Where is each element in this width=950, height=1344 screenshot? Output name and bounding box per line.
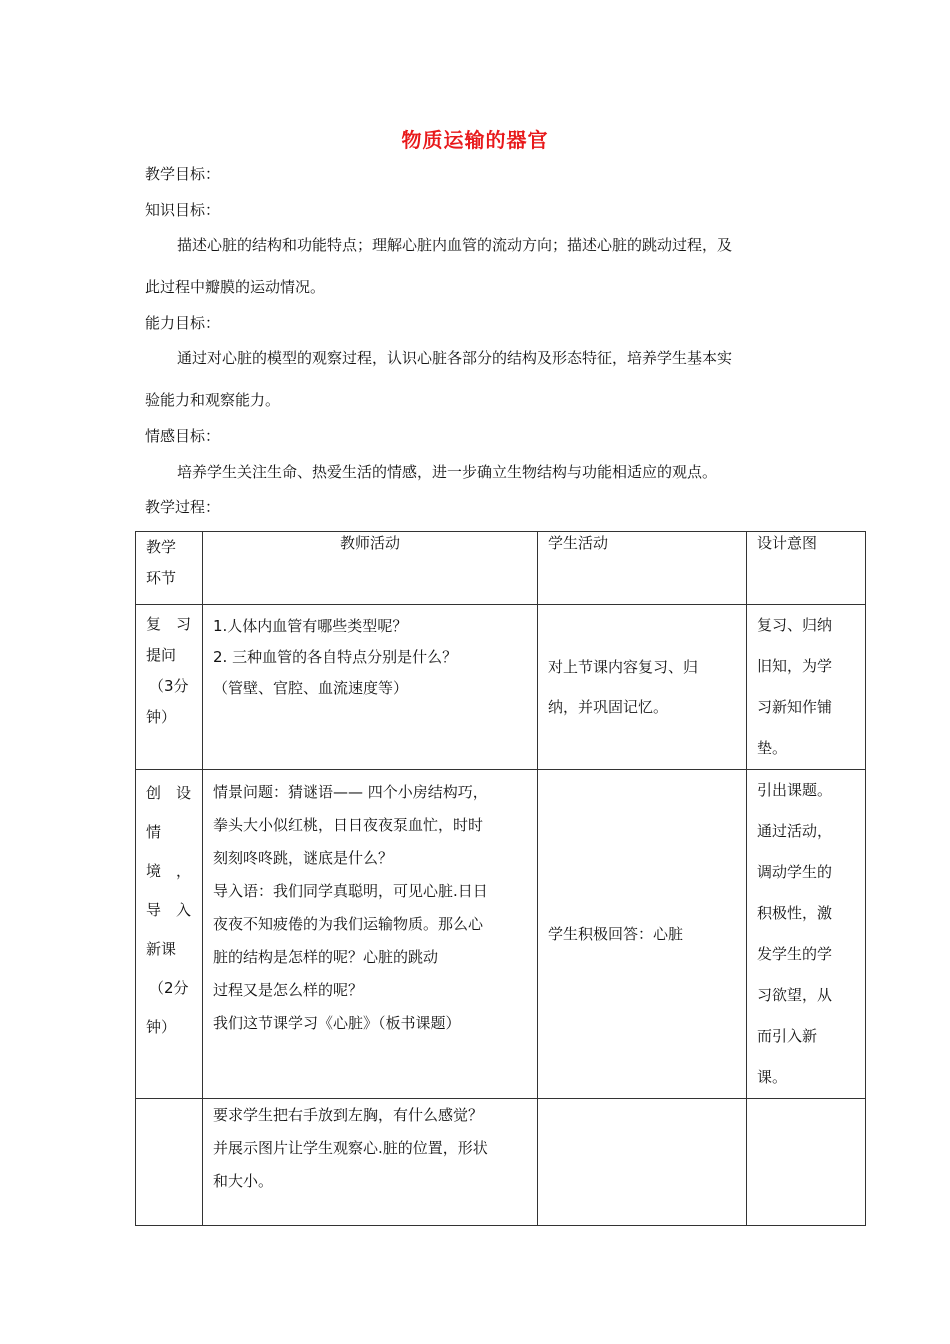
row2-design-line: 调动学生的 xyxy=(757,863,833,881)
row1-stage xyxy=(136,605,203,770)
table-header-row xyxy=(136,532,866,605)
row2-teacher-line: 刻刻咚咚跳，谜底是什么？ xyxy=(213,849,394,867)
row2-teacher-line: 脏的结构是怎样的呢？心脏的跳动 xyxy=(213,948,439,966)
row2-stage-line: 情 xyxy=(146,823,162,841)
header-student-activity: 学生活动 xyxy=(538,532,747,605)
row1-student-activity xyxy=(538,605,747,770)
row2-teacher-line: 过程又是怎么样的呢？ xyxy=(213,981,364,999)
row2-design-line: 发学生的学 xyxy=(757,945,833,963)
table-row-introduction xyxy=(136,770,866,1099)
row1-student-line: 对上节课内容复习、归 xyxy=(548,658,699,676)
row1-stage-line: 钟） xyxy=(146,708,177,726)
document-title: 物质运输的器官 xyxy=(401,128,549,152)
row1-design-line: 垫。 xyxy=(757,739,788,757)
knowledge-goal-heading: 知识目标： xyxy=(145,201,221,219)
header-stage-line2: 环节 xyxy=(146,569,177,587)
row2-design-line: 引出课题。 xyxy=(757,781,833,799)
row2-stage-line: 创 设 xyxy=(146,784,192,802)
header-design-intent: 设计意图 xyxy=(747,532,866,605)
row2-stage xyxy=(136,770,203,1099)
row1-design-line: 旧知，为学 xyxy=(757,657,833,675)
row3-design-intent xyxy=(747,1099,866,1226)
ability-goal-text-line2: 验能力和观察能力。 xyxy=(145,391,281,409)
row1-teacher-activity xyxy=(203,605,538,770)
row2-teacher-line: 情景问题：猜谜语—— 四个小房结构巧， xyxy=(213,783,488,801)
row1-stage-line: 复 习 xyxy=(146,615,192,633)
teaching-process-table xyxy=(135,531,866,1226)
row3-student-activity xyxy=(538,1099,747,1226)
row3-teacher-line: 并展示图片让学生观察心.脏的位置，形状 xyxy=(213,1139,488,1157)
row1-teacher-line: 1.人体内血管有哪些类型呢？ xyxy=(213,617,408,635)
row2-student-activity xyxy=(538,770,747,1099)
row2-stage-line: 钟） xyxy=(146,1018,177,1036)
row2-teacher-line: 我们这节课学习《心脏》（板书课题） xyxy=(213,1014,461,1032)
knowledge-goal-text-line2: 此过程中瓣膜的运动情况。 xyxy=(145,278,326,296)
row2-design-line: 课。 xyxy=(757,1068,788,1086)
teaching-process-heading: 教学过程： xyxy=(145,498,221,516)
row3-stage xyxy=(136,1099,203,1226)
row3-teacher-activity xyxy=(203,1099,538,1226)
row1-teacher-line: 2. 三种血管的各自特点分别是什么？ xyxy=(213,648,458,666)
row2-teacher-line: 导入语：我们同学真聪明，可见心脏.日日 xyxy=(213,882,488,900)
table-row-observation xyxy=(136,1099,866,1226)
row2-teacher-line: 夜夜不知疲倦的为我们运输物质。那么心 xyxy=(213,915,484,933)
row1-student-line: 纳，并巩固记忆。 xyxy=(548,698,669,716)
row1-teacher-line: （管壁、官腔、血流速度等） xyxy=(213,679,409,697)
row2-design-line: 而引入新 xyxy=(757,1027,818,1045)
row3-teacher-line: 要求学生把右手放到左胸，有什么感觉？ xyxy=(213,1106,484,1124)
row2-teacher-line: 拳头大小似红桃，日日夜夜泵血忙，时时 xyxy=(213,816,484,834)
row1-stage-line: （3分 xyxy=(149,677,189,695)
row2-stage-line: 新课 xyxy=(146,940,177,958)
emotion-goal-heading: 情感目标： xyxy=(145,427,221,445)
ability-goal-heading: 能力目标： xyxy=(145,314,221,332)
teaching-goal-heading: 教学目标： xyxy=(145,165,221,183)
table-row-review xyxy=(136,605,866,770)
emotion-goal-text: 培养学生关注生命、热爱生活的情感，进一步确立生物结构与功能相适应的观点。 xyxy=(177,463,718,481)
row1-design-line: 习新知作铺 xyxy=(757,698,833,716)
header-stage-line1: 教学 xyxy=(146,538,177,556)
row1-design-line: 复习、归纳 xyxy=(757,616,833,634)
row2-design-line: 积极性，激 xyxy=(757,904,833,922)
row2-design-line: 习欲望，从 xyxy=(757,986,833,1004)
row2-stage-line: 导 入 xyxy=(146,901,192,919)
row2-teacher-activity xyxy=(203,770,538,1099)
row3-teacher-line: 和大小。 xyxy=(213,1172,274,1190)
row1-stage-line: 提问 xyxy=(146,646,177,664)
row1-design-intent xyxy=(747,605,866,770)
knowledge-goal-text-line1: 描述心脏的结构和功能特点；理解心脏内血管的流动方向；描述心脏的跳动过程，及 xyxy=(177,236,733,254)
row2-student-line: 学生积极回答：心脏 xyxy=(548,925,684,943)
row2-design-intent xyxy=(747,770,866,1099)
row2-stage-line: （2分 xyxy=(149,979,189,997)
header-stage xyxy=(136,532,203,605)
ability-goal-text-line1: 通过对心脏的模型的观察过程，认识心脏各部分的结构及形态特征，培养学生基本实 xyxy=(177,349,733,367)
row2-design-line: 通过活动， xyxy=(757,822,833,840)
row2-stage-line: 境 ， xyxy=(146,862,192,880)
header-teacher-activity: 教师活动 xyxy=(203,532,538,605)
